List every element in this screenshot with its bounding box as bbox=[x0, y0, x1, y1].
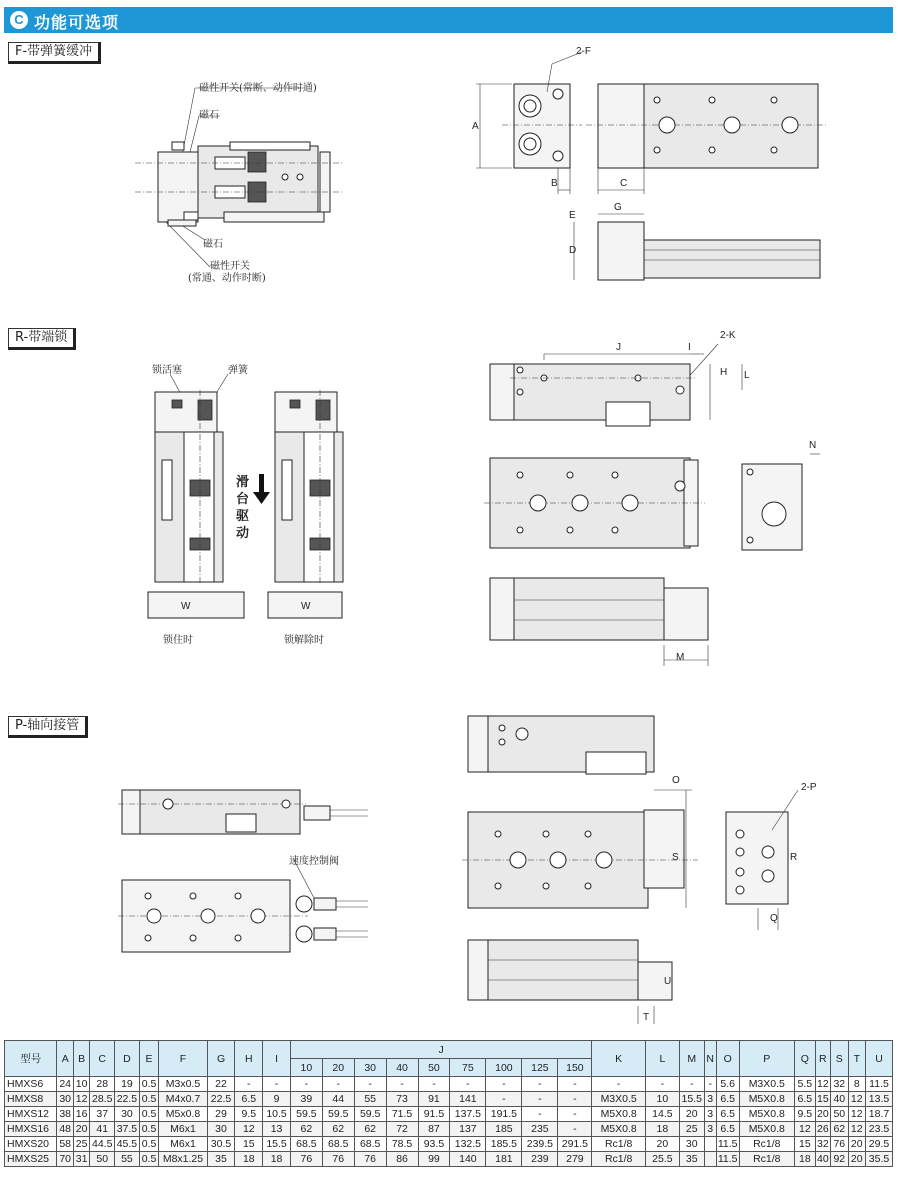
table-cell: 16 bbox=[73, 1107, 89, 1122]
table-cell: - bbox=[522, 1092, 558, 1107]
table-cell: 35.5 bbox=[866, 1152, 893, 1167]
table-cell bbox=[704, 1137, 716, 1152]
table-cell: 19 bbox=[115, 1077, 140, 1092]
table-cell: 59.5 bbox=[322, 1107, 354, 1122]
table-cell: - bbox=[592, 1077, 646, 1092]
dim-label-o: O bbox=[672, 775, 680, 786]
dim-label-j: J bbox=[616, 342, 621, 353]
end-lock-outline-drawing bbox=[480, 330, 820, 666]
table-cell: 10 bbox=[645, 1092, 679, 1107]
table-cell: - bbox=[322, 1077, 354, 1092]
table-cell: 185.5 bbox=[486, 1137, 522, 1152]
col-header-a: A bbox=[57, 1041, 73, 1077]
dim-label-2k: 2-K bbox=[720, 330, 736, 341]
page-title: 功能可选项 bbox=[34, 13, 120, 32]
col-header-j-20: 20 bbox=[322, 1059, 354, 1077]
table-cell: M6x1 bbox=[159, 1137, 207, 1152]
table-cell: 181 bbox=[486, 1152, 522, 1167]
col-header-g: G bbox=[207, 1041, 235, 1077]
table-row bbox=[5, 1122, 893, 1137]
dim-label-l: L bbox=[744, 370, 750, 381]
table-cell: 68.5 bbox=[354, 1137, 386, 1152]
table-cell: 6.5 bbox=[716, 1107, 739, 1122]
table-cell: 99 bbox=[418, 1152, 450, 1167]
table-cell: 6.5 bbox=[716, 1122, 739, 1137]
col-header-e: E bbox=[139, 1041, 159, 1077]
table-cell: 15.5 bbox=[679, 1092, 704, 1107]
table-cell: 12 bbox=[235, 1122, 263, 1137]
model-cell: HMXS20 bbox=[5, 1137, 57, 1152]
table-cell: - bbox=[522, 1107, 558, 1122]
header-bar bbox=[4, 7, 893, 33]
dim-label-d: D bbox=[569, 245, 577, 256]
table-cell: - bbox=[558, 1107, 592, 1122]
table-cell: 30.5 bbox=[207, 1137, 235, 1152]
w-label-locked: W bbox=[181, 601, 191, 612]
col-header-l: L bbox=[645, 1041, 679, 1077]
table-cell: 37.5 bbox=[115, 1122, 140, 1137]
dim-label-h: H bbox=[720, 367, 728, 378]
table-cell: 73 bbox=[386, 1092, 418, 1107]
table-cell: 191.5 bbox=[486, 1107, 522, 1122]
table-cell: 91 bbox=[418, 1092, 450, 1107]
col-header-c: C bbox=[90, 1041, 115, 1077]
table-cell: M4x0.7 bbox=[159, 1092, 207, 1107]
table-cell: 40 bbox=[816, 1153, 829, 1165]
dim-label-i: I bbox=[688, 342, 691, 353]
table-cell: 10 bbox=[73, 1077, 89, 1092]
table-cell: 15 bbox=[235, 1137, 263, 1152]
dim-label-t: T bbox=[643, 1012, 650, 1023]
slide-drive-char-3: 驱 bbox=[236, 509, 250, 524]
table-cell: 0.5 bbox=[139, 1137, 159, 1152]
table-cell: 18 bbox=[795, 1152, 816, 1167]
col-header-j-10: 10 bbox=[290, 1059, 322, 1077]
table-cell: Rc1/8 bbox=[739, 1137, 795, 1152]
table-cell: 141 bbox=[450, 1092, 486, 1107]
table-cell: 59.5 bbox=[290, 1107, 322, 1122]
table-cell: 62 bbox=[322, 1122, 354, 1137]
table-cell: 70 bbox=[57, 1152, 73, 1167]
table-cell: M5X0.8 bbox=[739, 1122, 795, 1137]
table-cell: M8x1.25 bbox=[159, 1152, 207, 1167]
table-cell: 91.5 bbox=[418, 1107, 450, 1122]
table-cell: 3 bbox=[704, 1092, 716, 1107]
callout-switch-bottom: 磁性开关 bbox=[210, 261, 250, 272]
slide-drive-char-4: 动 bbox=[236, 526, 250, 541]
dim-label-m: M bbox=[676, 652, 685, 663]
table-cell: 239 bbox=[522, 1152, 558, 1167]
table-cell: 22.5 bbox=[115, 1092, 140, 1107]
dim-label-u: U bbox=[664, 976, 672, 987]
table-cell: 6.5 bbox=[716, 1092, 739, 1107]
table-cell: 3 bbox=[704, 1107, 716, 1122]
table-cell: 48 bbox=[57, 1122, 73, 1137]
table-cell: 12 bbox=[848, 1107, 865, 1122]
col-header-h: H bbox=[235, 1041, 263, 1077]
callout-speed-valve: 速度控制阀 bbox=[289, 856, 339, 867]
section-label-p: P-轴向接管 bbox=[8, 716, 88, 738]
table-cell: 12 bbox=[795, 1122, 816, 1137]
table-cell: 31 bbox=[73, 1152, 89, 1167]
table-cell: - bbox=[235, 1077, 263, 1092]
table-cell: 62 bbox=[354, 1122, 386, 1137]
col-header-u: U bbox=[866, 1041, 893, 1077]
table-cell bbox=[704, 1152, 716, 1167]
table-cell: - bbox=[418, 1077, 450, 1092]
table-cell: 20 bbox=[848, 1152, 865, 1167]
table-cell: 0.5 bbox=[139, 1092, 159, 1107]
col-header-t: T bbox=[848, 1041, 865, 1077]
table-cell: 28 bbox=[90, 1077, 115, 1092]
table-cell: 76 bbox=[831, 1137, 848, 1152]
table-cell: M5X0.8 bbox=[739, 1092, 795, 1107]
col-header-k: K bbox=[592, 1041, 646, 1077]
dim-label-g: G bbox=[614, 202, 622, 213]
table-cell: M5X0.8 bbox=[739, 1107, 795, 1122]
table-cell: 30 bbox=[679, 1137, 704, 1152]
table-cell: 9.5 bbox=[235, 1107, 263, 1122]
table-cell: 279 bbox=[558, 1152, 592, 1167]
table-cell: 18 bbox=[263, 1152, 291, 1167]
table-cell: 37 bbox=[90, 1107, 115, 1122]
table-cell: 5.5 bbox=[795, 1077, 816, 1092]
table-cell: 50 bbox=[831, 1107, 848, 1122]
table-cell: 235 bbox=[522, 1122, 558, 1137]
dim-label-b: B bbox=[551, 178, 558, 189]
table-cell: 0.5 bbox=[139, 1122, 159, 1137]
table-cell: 30 bbox=[207, 1122, 235, 1137]
col-header-s: S bbox=[831, 1041, 848, 1077]
callout-magnet-bottom: 磁石 bbox=[203, 239, 223, 250]
table-cell: 137 bbox=[450, 1122, 486, 1137]
table-cell: 25.5 bbox=[645, 1152, 679, 1167]
col-header-j-150: 150 bbox=[558, 1059, 592, 1077]
w-label-unlocked: W bbox=[301, 601, 311, 612]
col-header-j-40: 40 bbox=[386, 1059, 418, 1077]
col-header-j: J bbox=[290, 1041, 591, 1059]
table-cell: 55 bbox=[354, 1092, 386, 1107]
table-cell: 76 bbox=[290, 1152, 322, 1167]
model-cell: HMXS6 bbox=[5, 1077, 57, 1092]
table-cell: 9 bbox=[263, 1092, 291, 1107]
table-cell: M6x1 bbox=[159, 1122, 207, 1137]
table-cell: 38 bbox=[57, 1107, 73, 1122]
col-header-j-100: 100 bbox=[486, 1059, 522, 1077]
col-header-p: P bbox=[739, 1041, 795, 1077]
callout-spring: 弹簧 bbox=[228, 365, 248, 376]
caption-locked: 锁住时 bbox=[163, 635, 193, 646]
table-cell: 18 bbox=[235, 1152, 263, 1167]
section-label-f: F-带弹簧缓冲 bbox=[8, 42, 101, 64]
table-row bbox=[5, 1077, 893, 1092]
table-cell: 11.5 bbox=[717, 1138, 738, 1150]
callout-switch-bottom-note: (常通、动作时断) bbox=[188, 273, 266, 284]
table-cell: 291.5 bbox=[558, 1137, 592, 1152]
dim-label-2f: 2-F bbox=[576, 46, 591, 57]
table-cell: 72 bbox=[386, 1122, 418, 1137]
table-cell: - bbox=[558, 1122, 592, 1137]
table-cell: 20 bbox=[679, 1107, 704, 1122]
table-cell: 22.5 bbox=[207, 1092, 235, 1107]
table-cell: - bbox=[522, 1077, 558, 1092]
table-cell: 140 bbox=[450, 1152, 486, 1167]
spec-table bbox=[4, 1040, 893, 1167]
table-cell: 0.5 bbox=[139, 1107, 159, 1122]
table-cell: 12 bbox=[816, 1078, 829, 1090]
table-cell: Rc1/8 bbox=[739, 1152, 795, 1167]
col-header-b: B bbox=[73, 1041, 89, 1077]
table-cell: 137.5 bbox=[450, 1107, 486, 1122]
table-cell: 18 bbox=[645, 1122, 679, 1137]
table-cell: 32 bbox=[816, 1138, 829, 1150]
table-cell: 59.5 bbox=[354, 1107, 386, 1122]
table-cell: 35 bbox=[679, 1152, 704, 1167]
table-cell: 40 bbox=[831, 1092, 848, 1107]
table-cell: 26 bbox=[816, 1123, 829, 1135]
table-cell: 13 bbox=[263, 1122, 291, 1137]
col-header-r: R bbox=[815, 1041, 830, 1077]
table-cell: 62 bbox=[290, 1122, 322, 1137]
slide-drive-label bbox=[236, 474, 252, 542]
table-cell: 9.5 bbox=[795, 1107, 816, 1122]
table-cell: 28.5 bbox=[90, 1092, 115, 1107]
table-row bbox=[5, 1107, 893, 1122]
table-cell: - bbox=[558, 1092, 592, 1107]
table-cell: 3 bbox=[704, 1122, 716, 1137]
table-cell: - bbox=[558, 1077, 592, 1092]
table-cell: 8 bbox=[848, 1077, 865, 1092]
dim-label-n: N bbox=[809, 440, 817, 451]
table-cell: 35 bbox=[207, 1152, 235, 1167]
table-cell: M3x0.5 bbox=[159, 1077, 207, 1092]
table-cell: 0.5 bbox=[139, 1077, 159, 1092]
callout-lock-piston: 锁活塞 bbox=[152, 365, 182, 376]
col-header-i: I bbox=[263, 1041, 291, 1077]
table-row bbox=[5, 1137, 893, 1152]
callout-magnet-top: 磁石 bbox=[199, 110, 219, 121]
table-cell: 71.5 bbox=[386, 1107, 418, 1122]
table-cell: 39 bbox=[290, 1092, 322, 1107]
callout-switch-top: 磁性开关(常断、动作时通) bbox=[199, 83, 317, 94]
table-row bbox=[5, 1152, 893, 1167]
table-cell: - bbox=[645, 1077, 679, 1092]
spring-buffer-section-drawing bbox=[120, 70, 360, 280]
table-cell: - bbox=[450, 1077, 486, 1092]
axial-piping-outline-drawing bbox=[458, 712, 838, 1024]
table-cell: 25 bbox=[679, 1122, 704, 1137]
table-cell: Rc1/8 bbox=[592, 1137, 646, 1152]
table-cell: 29 bbox=[207, 1107, 235, 1122]
table-cell: - bbox=[704, 1077, 716, 1092]
table-cell: - bbox=[354, 1077, 386, 1092]
table-cell: 44 bbox=[322, 1092, 354, 1107]
spring-buffer-outline-drawing bbox=[462, 44, 834, 284]
table-cell: 23.5 bbox=[866, 1122, 893, 1137]
table-cell: 20 bbox=[645, 1137, 679, 1152]
table-header-row-1 bbox=[5, 1041, 893, 1059]
table-cell: M5X0.8 bbox=[592, 1107, 646, 1122]
table-cell: 11.5 bbox=[866, 1077, 893, 1092]
table-cell: 29.5 bbox=[866, 1137, 893, 1152]
table-cell: 62 bbox=[831, 1122, 848, 1137]
table-cell: - bbox=[486, 1092, 522, 1107]
table-cell: 45.5 bbox=[115, 1137, 140, 1152]
table-cell: 24 bbox=[57, 1077, 73, 1092]
table-cell: 12 bbox=[73, 1092, 89, 1107]
col-header-n: N bbox=[704, 1041, 716, 1077]
table-cell: 50 bbox=[90, 1152, 115, 1167]
model-cell: HMXS25 bbox=[5, 1152, 57, 1167]
table-cell: - bbox=[263, 1077, 291, 1092]
table-cell: 20 bbox=[73, 1122, 89, 1137]
table-cell: M3X0.5 bbox=[592, 1092, 646, 1107]
table-cell: 185 bbox=[486, 1122, 522, 1137]
table-cell: 58 bbox=[57, 1137, 73, 1152]
dim-label-r: R bbox=[790, 852, 798, 863]
table-cell: 15.5 bbox=[263, 1137, 291, 1152]
dim-label-a: A bbox=[472, 121, 479, 132]
table-cell: 68.5 bbox=[322, 1137, 354, 1152]
table-cell: 22 bbox=[207, 1077, 235, 1092]
table-cell: Rc1/8 bbox=[592, 1152, 646, 1167]
dim-label-q: Q bbox=[770, 913, 778, 924]
table-cell: - bbox=[679, 1077, 704, 1092]
table-cell: 78.5 bbox=[386, 1137, 418, 1152]
table-cell: 92 bbox=[831, 1152, 848, 1167]
col-header-o: O bbox=[716, 1041, 739, 1077]
table-cell: 6.5 bbox=[795, 1092, 816, 1107]
table-cell: 30 bbox=[115, 1107, 140, 1122]
table-cell: 76 bbox=[354, 1152, 386, 1167]
table-cell: - bbox=[486, 1077, 522, 1092]
table-cell: - bbox=[290, 1077, 322, 1092]
table-cell: - bbox=[386, 1077, 418, 1092]
model-cell: HMXS8 bbox=[5, 1092, 57, 1107]
table-cell: 55 bbox=[115, 1152, 140, 1167]
table-cell: 41 bbox=[90, 1122, 115, 1137]
table-cell: 12 bbox=[848, 1092, 865, 1107]
table-cell: 25 bbox=[73, 1137, 89, 1152]
table-cell: 20 bbox=[816, 1108, 829, 1120]
col-header-q: Q bbox=[795, 1041, 816, 1077]
table-cell: 14.5 bbox=[645, 1107, 679, 1122]
table-row bbox=[5, 1092, 893, 1107]
model-cell: HMXS16 bbox=[5, 1122, 57, 1137]
table-cell: 32 bbox=[831, 1077, 848, 1092]
model-cell: HMXS12 bbox=[5, 1107, 57, 1122]
table-cell: 10.5 bbox=[263, 1107, 291, 1122]
section-label-r: R-带端锁 bbox=[8, 328, 76, 350]
slide-drive-char-2: 台 bbox=[236, 492, 250, 507]
table-cell: M5x0.8 bbox=[159, 1107, 207, 1122]
col-header-j-75: 75 bbox=[450, 1059, 486, 1077]
table-cell: 20 bbox=[848, 1137, 865, 1152]
table-cell: 15 bbox=[816, 1093, 829, 1105]
table-cell: M3X0.5 bbox=[739, 1077, 795, 1092]
col-header-j-30: 30 bbox=[354, 1059, 386, 1077]
table-cell: 239.5 bbox=[522, 1137, 558, 1152]
table-cell: 68.5 bbox=[290, 1137, 322, 1152]
col-header-model: 型号 bbox=[5, 1041, 57, 1077]
dim-label-2p: 2-P bbox=[801, 782, 817, 793]
table-cell: 86 bbox=[386, 1152, 418, 1167]
col-header-j-50: 50 bbox=[418, 1059, 450, 1077]
spec-table-body bbox=[5, 1077, 893, 1167]
table-cell: 18.7 bbox=[866, 1107, 893, 1122]
dim-label-e: E bbox=[569, 210, 576, 221]
table-cell: 12 bbox=[848, 1122, 865, 1137]
table-cell: 132.5 bbox=[450, 1137, 486, 1152]
table-cell: 11.5 bbox=[717, 1153, 738, 1165]
table-cell: 44.5 bbox=[90, 1137, 115, 1152]
col-header-f: F bbox=[159, 1041, 207, 1077]
c-badge-icon: C bbox=[10, 11, 28, 29]
col-header-d: D bbox=[115, 1041, 140, 1077]
table-cell: M5X0.8 bbox=[592, 1122, 646, 1137]
col-header-j-125: 125 bbox=[522, 1059, 558, 1077]
table-cell: 0.5 bbox=[139, 1152, 159, 1167]
table-cell: 87 bbox=[418, 1122, 450, 1137]
col-header-m: M bbox=[679, 1041, 704, 1077]
table-cell: 76 bbox=[322, 1152, 354, 1167]
axial-piping-drawing bbox=[118, 780, 368, 956]
table-cell: 13.5 bbox=[866, 1092, 893, 1107]
table-cell: 93.5 bbox=[418, 1137, 450, 1152]
dim-label-s: S bbox=[672, 852, 679, 863]
slide-drive-char-1: 滑 bbox=[236, 475, 250, 490]
table-cell: 6.5 bbox=[235, 1092, 263, 1107]
table-cell: 15 bbox=[795, 1137, 816, 1152]
dim-label-c: C bbox=[620, 178, 628, 189]
caption-unlocked: 锁解除时 bbox=[284, 635, 324, 646]
table-cell: 30 bbox=[57, 1092, 73, 1107]
table-cell: 5.6 bbox=[716, 1077, 739, 1092]
